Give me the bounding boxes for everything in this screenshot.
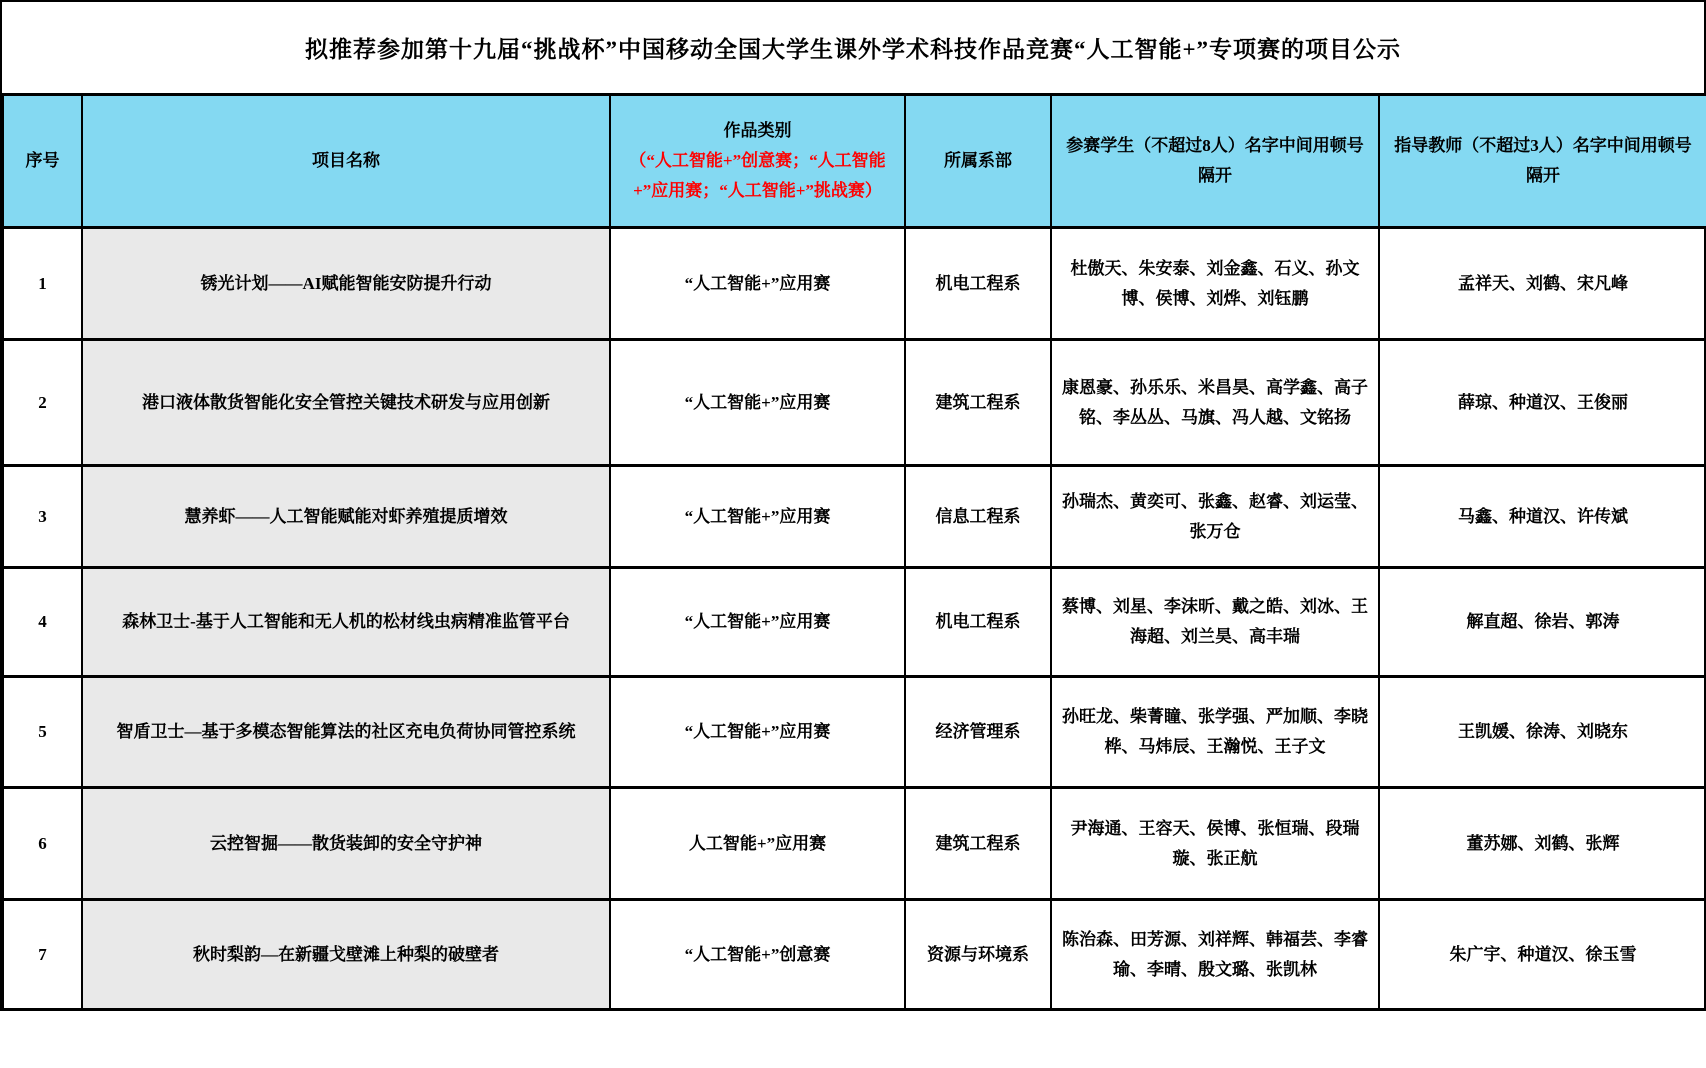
table-row — [3, 228, 1706, 340]
cell-students: 陈治森、田芳源、刘祥辉、韩福芸、李睿瑜、李晴、殷文璐、张凯林 — [1051, 900, 1379, 1010]
title-band — [2, 2, 1704, 93]
cell-students: 孙瑞杰、黄奕可、张鑫、赵睿、刘运莹、张万仓 — [1051, 466, 1379, 568]
cell-department: 机电工程系 — [905, 228, 1051, 340]
cell-category: “人工智能+”应用赛 — [610, 466, 905, 568]
cell-index: 5 — [3, 677, 82, 788]
cell-teachers: 朱广宇、种道汉、徐玉雪 — [1379, 900, 1706, 1010]
cell-students: 康恩豪、孙乐乐、米昌昊、高学鑫、高子铭、李丛丛、马旗、冯人越、文铭扬 — [1051, 340, 1379, 466]
table-row — [3, 900, 1706, 1010]
cell-project-name: 森林卫士-基于人工智能和无人机的松材线虫病精准监管平台 — [82, 568, 610, 677]
col-header-category — [610, 95, 905, 228]
cell-index: 4 — [3, 568, 82, 677]
table-header-row — [3, 95, 1706, 228]
col-header-teachers: 指导教师（不超过3人）名字中间用顿号隔开 — [1379, 95, 1706, 228]
cell-students: 孙旺龙、柴菁瞳、张学强、严加顺、李晓桦、马炜辰、王瀚悦、王子文 — [1051, 677, 1379, 788]
table-row — [3, 340, 1706, 466]
cell-project-name: 智盾卫士—基于多模态智能算法的社区充电负荷协同管控系统 — [82, 677, 610, 788]
cell-teachers: 王凯媛、徐涛、刘晓东 — [1379, 677, 1706, 788]
col-header-category-title: 作品类别 — [723, 121, 792, 141]
cell-category: “人工智能+”应用赛 — [610, 568, 905, 677]
cell-teachers: 解直超、徐岩、郭涛 — [1379, 568, 1706, 677]
cell-index: 3 — [3, 466, 82, 568]
cell-category: “人工智能+”创意赛 — [610, 900, 905, 1010]
cell-index: 2 — [3, 340, 82, 466]
col-header-category-note: （“人工智能+”创意赛；“人工智能+”应用赛；“人工智能+”挑战赛） — [629, 151, 886, 200]
table-row — [3, 788, 1706, 900]
cell-project-name: 港口液体散货智能化安全管控关键技术研发与应用创新 — [82, 340, 610, 466]
col-header-students: 参赛学生（不超过8人）名字中间用顿号隔开 — [1051, 95, 1379, 228]
cell-index: 1 — [3, 228, 82, 340]
cell-project-name: 慧养虾——人工智能赋能对虾养殖提质增效 — [82, 466, 610, 568]
col-header-department: 所属系部 — [905, 95, 1051, 228]
page-title: 拟推荐参加第十九届“挑战杯”中国移动全国大学生课外学术科技作品竞赛“人工智能+”专项赛的项目公示 — [304, 37, 1402, 62]
cell-category: “人工智能+”应用赛 — [610, 340, 905, 466]
col-header-index: 序号 — [3, 95, 82, 228]
cell-department: 资源与环境系 — [905, 900, 1051, 1010]
cell-students: 尹海通、王容天、侯博、张恒瑞、段瑞璇、张正航 — [1051, 788, 1379, 900]
cell-index: 7 — [3, 900, 82, 1010]
cell-department: 信息工程系 — [905, 466, 1051, 568]
projects-table — [2, 93, 1706, 1011]
cell-project-name: 秋时梨韵—在新疆戈壁滩上种梨的破壁者 — [82, 900, 610, 1010]
cell-teachers: 薛琼、种道汉、王俊丽 — [1379, 340, 1706, 466]
cell-department: 建筑工程系 — [905, 340, 1051, 466]
cell-department: 经济管理系 — [905, 677, 1051, 788]
cell-category: “人工智能+”应用赛 — [610, 677, 905, 788]
cell-index: 6 — [3, 788, 82, 900]
cell-category: “人工智能+”应用赛 — [610, 228, 905, 340]
cell-teachers: 孟祥天、刘鹤、宋凡峰 — [1379, 228, 1706, 340]
cell-students: 杜傲天、朱安泰、刘金鑫、石义、孙文博、侯博、刘烨、刘钰鹏 — [1051, 228, 1379, 340]
table-row — [3, 677, 1706, 788]
cell-teachers: 马鑫、种道汉、许传斌 — [1379, 466, 1706, 568]
cell-project-name: 云控智掘——散货装卸的安全守护神 — [82, 788, 610, 900]
cell-students: 蔡博、刘星、李沫昕、戴之皓、刘冰、王海超、刘兰昊、高丰瑞 — [1051, 568, 1379, 677]
table-row — [3, 466, 1706, 568]
cell-project-name: 锈光计划——AI赋能智能安防提升行动 — [82, 228, 610, 340]
cell-department: 建筑工程系 — [905, 788, 1051, 900]
cell-teachers: 董苏娜、刘鹤、张辉 — [1379, 788, 1706, 900]
col-header-name: 项目名称 — [82, 95, 610, 228]
cell-category: 人工智能+”应用赛 — [610, 788, 905, 900]
cell-department: 机电工程系 — [905, 568, 1051, 677]
table-row — [3, 568, 1706, 677]
